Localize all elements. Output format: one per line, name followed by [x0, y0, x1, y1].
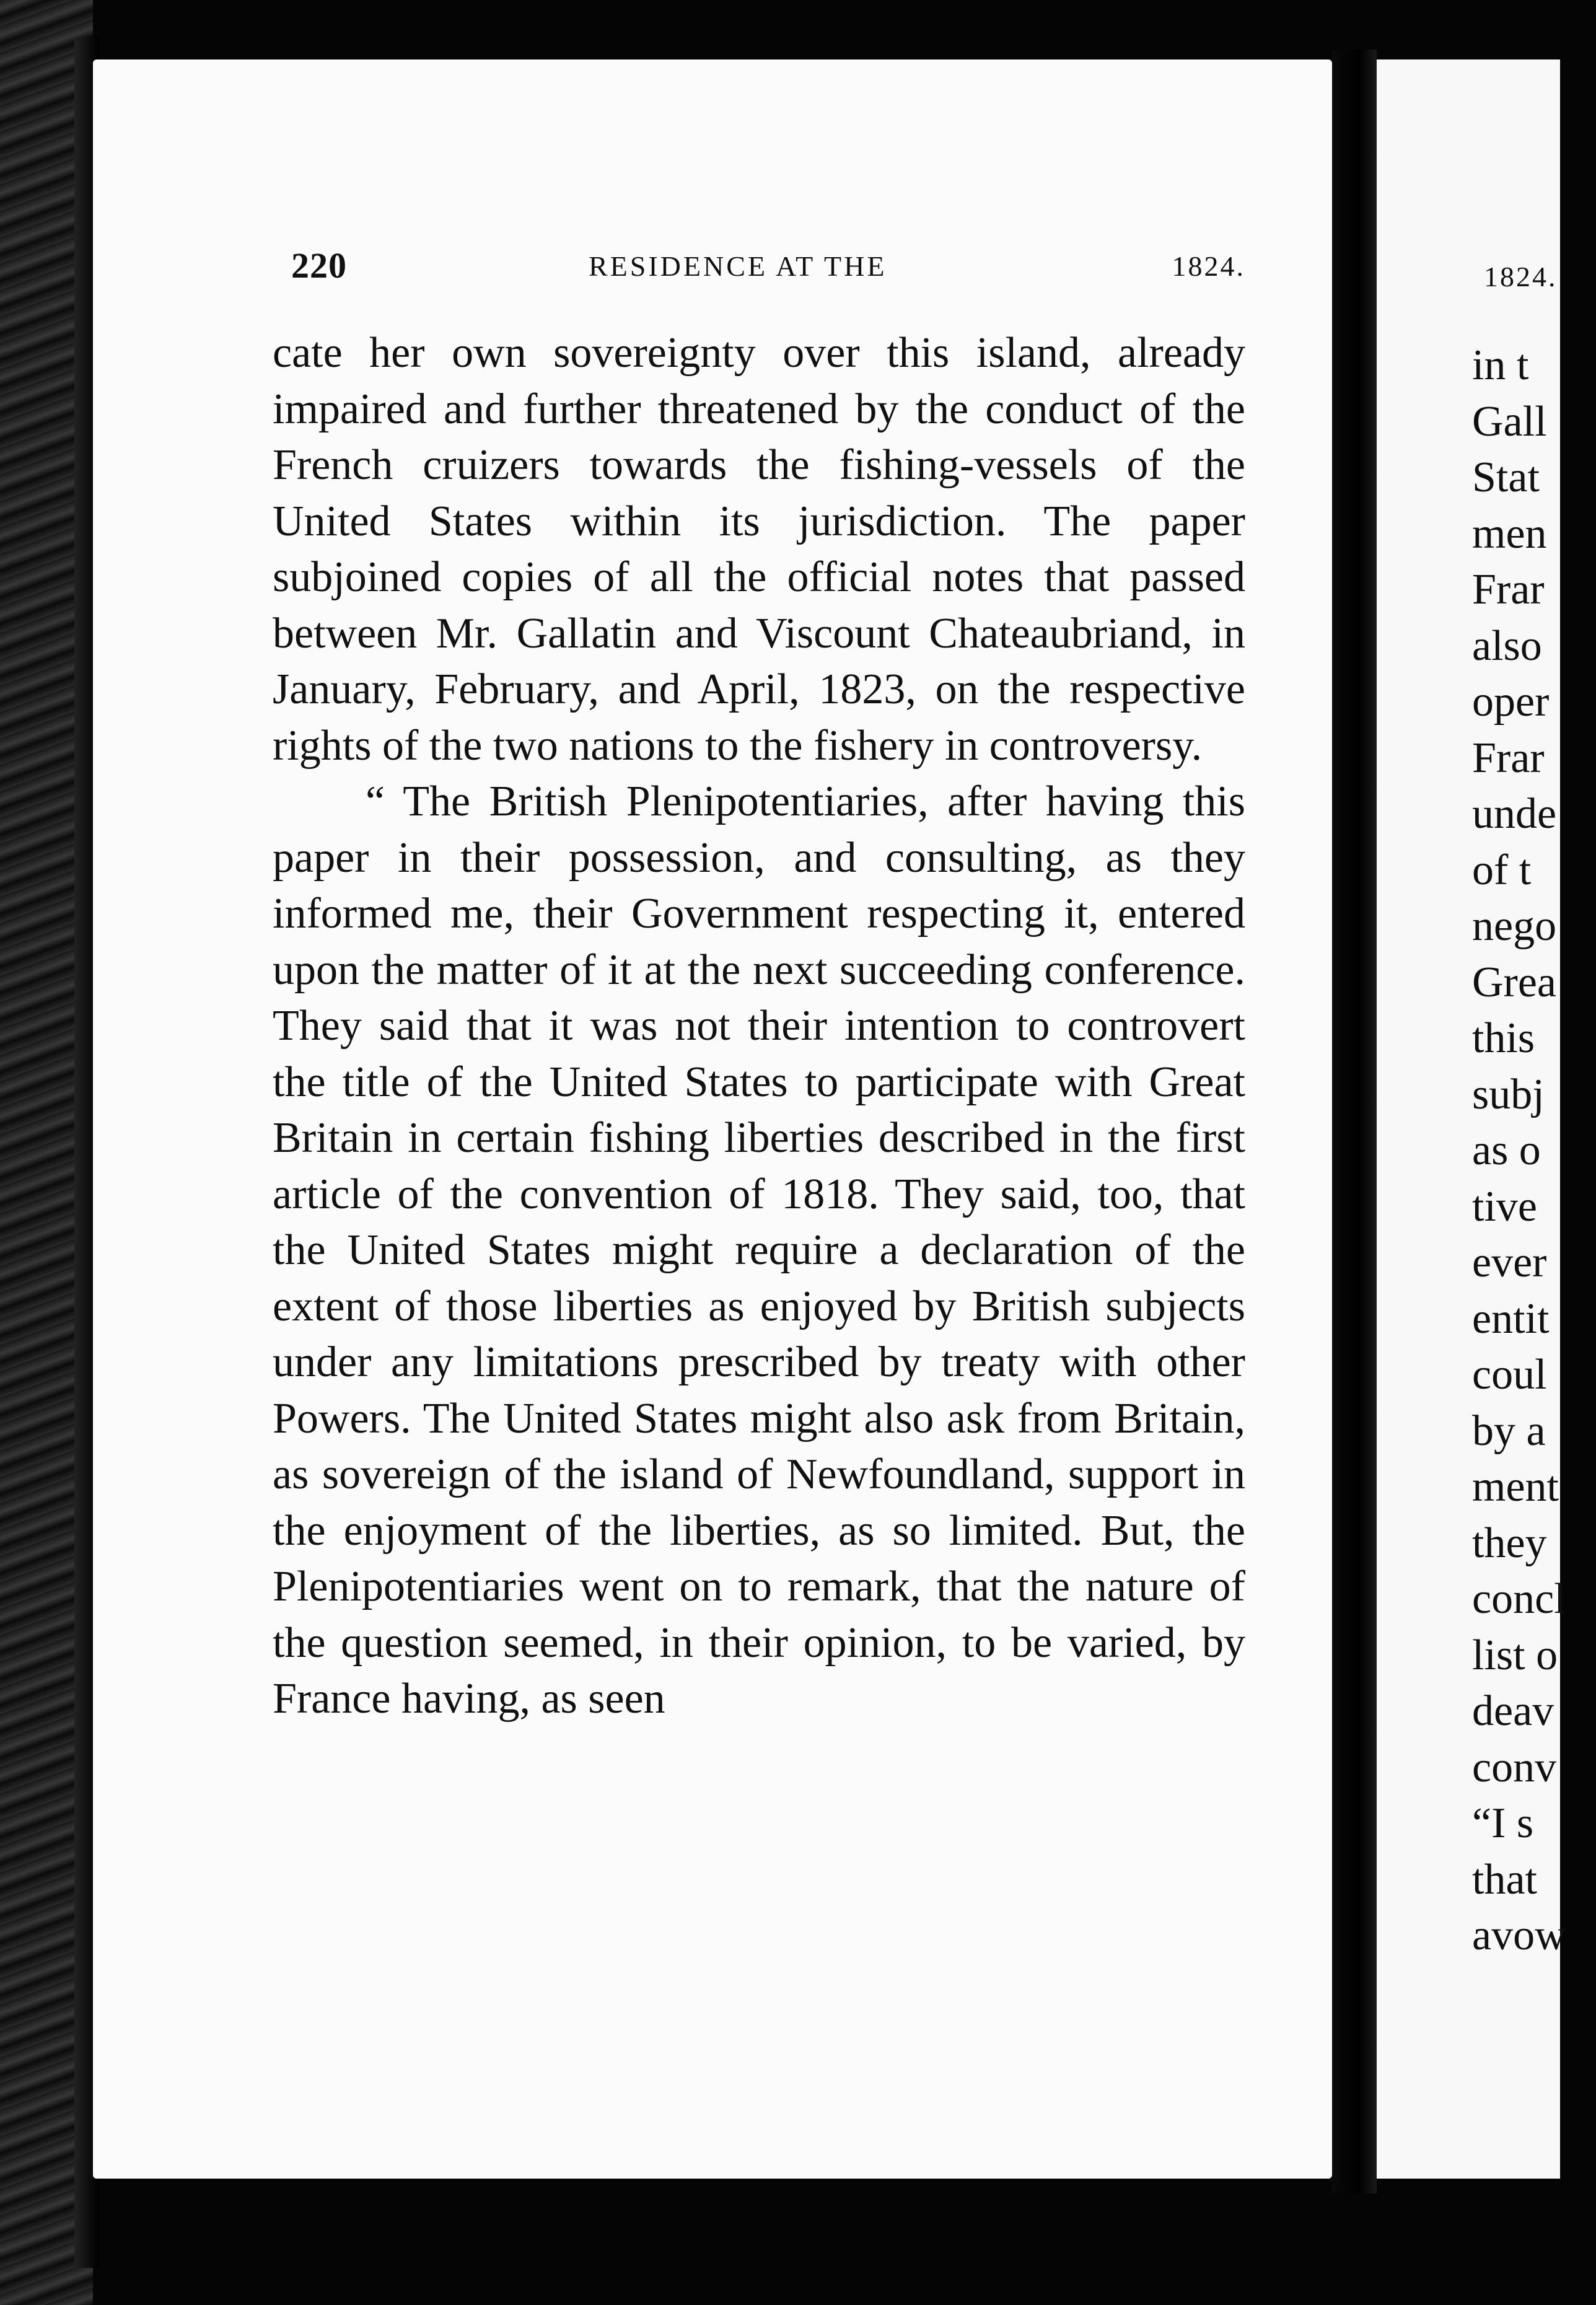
right-page-line: that — [1472, 1855, 1537, 1903]
right-page-line: also — [1472, 621, 1542, 670]
body-text — [273, 325, 1245, 1728]
right-page-line: entit — [1472, 1294, 1550, 1343]
header-year: 1824. — [1172, 250, 1245, 282]
right-page-line: of t — [1472, 846, 1532, 894]
right-page-line: in t — [1472, 341, 1529, 389]
right-page-line: conv — [1472, 1743, 1557, 1791]
paragraph-1: cate her own sovereignty over this island, already impaired and further threatened by the conduct of the French cruizers towards the fishing-vessels of the United States within its jurisdiction. The paper subjoined copies of all the official notes that passed between Mr. Gallatin and Viscount Chateaubriand, in January, February, and April, 1823, on the respective rights of the two nations to the fishery in controversy. — [273, 329, 1245, 770]
right-page-line: coul — [1472, 1351, 1547, 1398]
page-gutter — [1332, 50, 1377, 2193]
page-header — [291, 245, 1245, 294]
right-page-line: unde — [1472, 790, 1557, 838]
right-page-line: subj — [1472, 1070, 1545, 1118]
right-page-line: ment — [1472, 1463, 1559, 1511]
right-page-line: “I s — [1472, 1799, 1534, 1847]
right-page-line: Frar — [1472, 734, 1545, 782]
right-page-text-clip — [1472, 322, 1566, 1959]
right-page-text — [1472, 338, 1596, 1964]
running-head: RESIDENCE AT THE — [589, 250, 887, 282]
right-page-line: Gall — [1472, 397, 1547, 446]
right-page-line: Stat — [1472, 454, 1540, 501]
right-page-line: this — [1472, 1014, 1535, 1062]
right-page-line: Frar — [1472, 566, 1545, 613]
right-page-line: avow — [1472, 1912, 1566, 1959]
right-page-line: they — [1472, 1519, 1547, 1567]
page-number: 220 — [291, 245, 347, 286]
paragraph-2: “ The British Plenipotentiaries, after having this paper in their possession, and consulting, as they informed me, their Government respecting it, entered upon the matter of it at the next succeeding conference. They said that it was not their intention to controvert the title of the United States to participate with Great Britain in certain fishing liberties described in the first article of the convention of 1818. They said, too, that the United States might require a declaration of the extent of those liberties as enjoyed by British subjects under any limitations prescribed by treaty with other Powers. The United States might also ask from Britain, as sovereign of the island of Newfoundland, support in the enjoyment of the liberties, as so limited. But, the Plenipotentiaries went on to remark, that the nature of the question seemed, in their opinion, to be varied, by France having, as seen — [273, 778, 1245, 1723]
right-page-line: oper — [1472, 678, 1550, 726]
right-page-line: ever — [1472, 1239, 1547, 1286]
right-page-line: list o — [1472, 1631, 1558, 1679]
right-page-line: as o — [1472, 1126, 1541, 1174]
right-page-line: nego — [1472, 902, 1557, 950]
right-page-line: Grea — [1472, 958, 1557, 1006]
right-page-line: concl — [1472, 1575, 1566, 1623]
right-page-line: men — [1472, 509, 1547, 558]
right-page-year: 1824. — [1484, 261, 1558, 292]
right-page-line: deav — [1472, 1687, 1554, 1735]
right-page-line: tive — [1472, 1182, 1537, 1231]
right-page-line: by a — [1472, 1407, 1546, 1455]
